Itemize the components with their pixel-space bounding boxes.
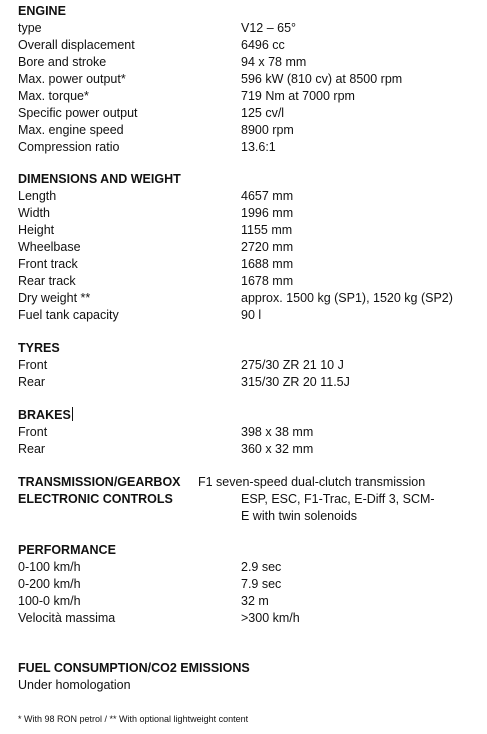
spec-value: 8900 rpm (241, 123, 294, 137)
spec-label: Overall displacement (18, 38, 135, 52)
section-heading-engine: ENGINE (18, 4, 66, 18)
section-heading-performance: PERFORMANCE (18, 543, 116, 557)
spec-label: 0-200 km/h (18, 577, 81, 591)
spec-value: 7.9 sec (241, 577, 282, 591)
electronic-controls-label: ELECTRONIC CONTROLS (18, 492, 173, 506)
section-heading-brakes-text: BRAKES (18, 408, 71, 422)
spec-value: 1678 mm (241, 274, 294, 288)
spec-label: Wheelbase (18, 240, 81, 254)
spec-value: 360 x 32 mm (241, 442, 314, 456)
spec-value: 596 kW (810 cv) at 8500 rpm (241, 72, 403, 86)
spec-label: Max. power output* (18, 72, 126, 86)
spec-label: 100-0 km/h (18, 594, 81, 608)
spec-label: Rear track (18, 274, 76, 288)
spec-label: Front (18, 358, 48, 372)
spec-label: Front track (18, 257, 78, 271)
section-heading-brakes (18, 407, 73, 424)
spec-label: Height (18, 223, 55, 237)
footnote: * With 98 RON petrol / ** With optional lightweight content (18, 714, 249, 724)
spec-label: Velocità massima (18, 611, 116, 625)
spec-value: 1996 mm (241, 206, 294, 220)
spec-label: Dry weight ** (18, 291, 91, 305)
spec-value: >300 km/h (241, 611, 300, 625)
electronic-controls-value: ESP, ESC, F1-Trac, E-Diff 3, SCM- (241, 492, 435, 506)
spec-label: Rear (18, 375, 46, 389)
spec-label: 0-100 km/h (18, 560, 81, 574)
spec-value: 94 x 78 mm (241, 55, 307, 69)
spec-value: 125 cv/l (241, 106, 285, 120)
transmission-label: TRANSMISSION/GEARBOX (18, 475, 181, 489)
spec-label: Length (18, 189, 57, 203)
spec-value: 4657 mm (241, 189, 294, 203)
spec-label: type (18, 21, 42, 35)
spec-value: approx. 1500 kg (SP1), 1520 kg (SP2) (241, 291, 453, 305)
spec-label: Max. engine speed (18, 123, 124, 137)
spec-value: 275/30 ZR 21 10 J (241, 358, 344, 372)
section-heading-fuel: FUEL CONSUMPTION/CO2 EMISSIONS (18, 661, 250, 675)
spec-label: Front (18, 425, 48, 439)
spec-value: 32 m (241, 594, 269, 608)
spec-value: 398 x 38 mm (241, 425, 314, 439)
spec-value: 1688 mm (241, 257, 294, 271)
spec-value: 90 l (241, 308, 262, 322)
spec-value: 13.6:1 (241, 140, 276, 154)
text-cursor (72, 407, 73, 421)
spec-value: 6496 cc (241, 38, 285, 52)
spec-value: 2720 mm (241, 240, 294, 254)
spec-value: 1155 mm (241, 223, 293, 237)
spec-label: Width (18, 206, 50, 220)
transmission-value: F1 seven-speed dual-clutch transmission (198, 475, 426, 489)
spec-label: Rear (18, 442, 46, 456)
spec-label: Fuel tank capacity (18, 308, 119, 322)
spec-label: Specific power output (18, 106, 138, 120)
section-heading-dimensions: DIMENSIONS AND WEIGHT (18, 172, 181, 186)
spec-value: V12 – 65° (241, 21, 297, 35)
spec-value: 719 Nm at 7000 rpm (241, 89, 355, 103)
spec-label: Max. torque* (18, 89, 89, 103)
fuel-text: Under homologation (18, 678, 131, 692)
spec-label: Compression ratio (18, 140, 120, 154)
spec-value: 2.9 sec (241, 560, 282, 574)
spec-label: Bore and stroke (18, 55, 107, 69)
section-heading-tyres: TYRES (18, 341, 60, 355)
electronic-controls-value-cont: E with twin solenoids (241, 509, 358, 523)
spec-value: 315/30 ZR 20 11.5J (241, 375, 350, 389)
